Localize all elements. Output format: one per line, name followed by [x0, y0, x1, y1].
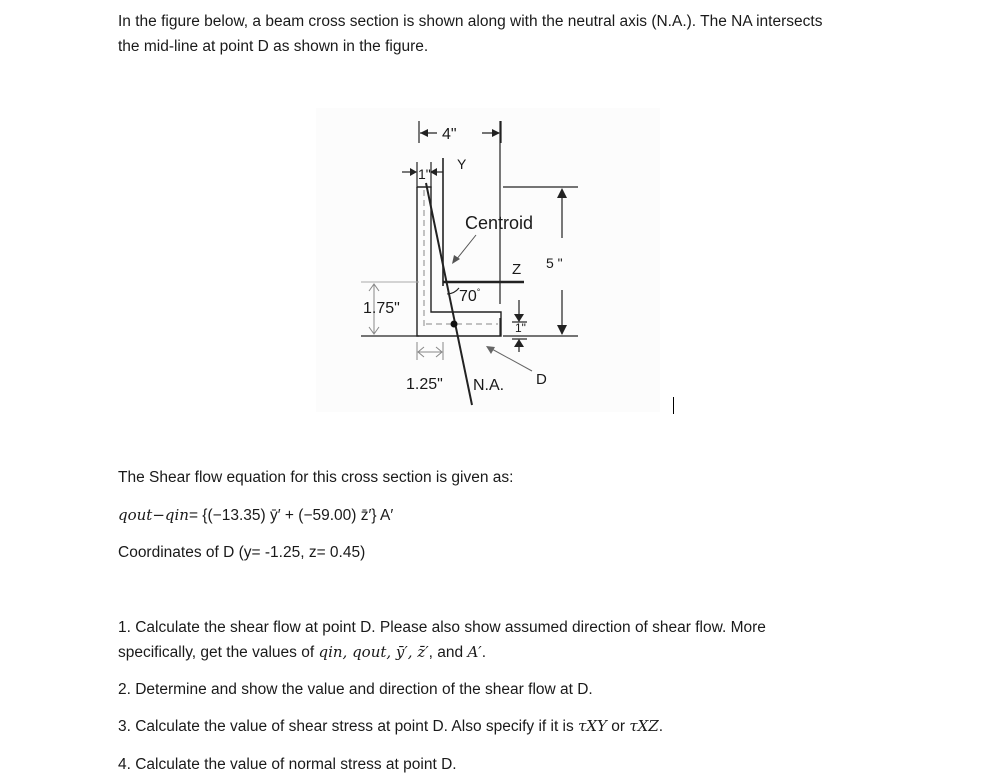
question-1 [118, 615, 838, 665]
angle-label: 70° [459, 287, 481, 305]
q3-text: 3. Calculate the value of shear stress at point D. Also specify if it is [118, 718, 579, 735]
dim-top-label: 4" [442, 126, 457, 143]
dim-bottom-label: 1.25" [406, 376, 443, 393]
q1-end: . [481, 644, 486, 661]
equation-lhs: qout−qin [118, 506, 189, 524]
beam-diagram [316, 108, 660, 412]
point-d-coordinates: Coordinates of D (y= -1.25, z= 0.45) [118, 544, 366, 561]
q3-or: or [606, 718, 630, 735]
point-d-marker [451, 321, 458, 328]
shear-flow-intro: The Shear flow equation for this cross section is given as: [118, 469, 514, 486]
q3-txz: τXZ [629, 717, 659, 735]
q1-text: 1. Calculate the shear flow at point D. Please also show assumed direction of shear flow. More specifically, get the values of [118, 619, 766, 661]
q1-and: , and [428, 644, 468, 661]
dim-bottom-thickness-label: 1" [515, 321, 526, 335]
dim-thickness-label: 1" [418, 166, 431, 182]
question-2: 2. Determine and show the value and direction of the shear flow at D. [118, 681, 593, 698]
dim-left-label: 1.75" [363, 300, 400, 317]
question-3 [118, 714, 663, 739]
q3-txy: τXY [578, 717, 607, 735]
equation-rhs: = {(−13.35) ȳ′ + (−59.00) z̄′} A′ [188, 507, 394, 524]
question-4: 4. Calculate the value of normal stress at point D. [118, 756, 457, 773]
axis-y-label: Y [457, 156, 467, 172]
axis-z-label: Z [512, 261, 522, 278]
text-cursor [673, 397, 674, 414]
q3-end: . [658, 718, 664, 735]
dim-height-label: 5 " [546, 255, 563, 271]
shear-flow-equation [118, 503, 393, 528]
point-d-label: D [536, 371, 547, 388]
q1-area: A′ [467, 643, 482, 661]
na-label: N.A. [473, 377, 505, 394]
beam-cross-section-figure [316, 108, 660, 412]
intro-paragraph: In the figure below, a beam cross section is shown along with the neutral axis (N.A.). The NA intersects the mid-line at point D as shown in the figure. [118, 13, 823, 55]
centroid-label: Centroid [465, 213, 534, 233]
q1-vars: qin, qout, ȳ′, z̄′ [318, 643, 429, 661]
